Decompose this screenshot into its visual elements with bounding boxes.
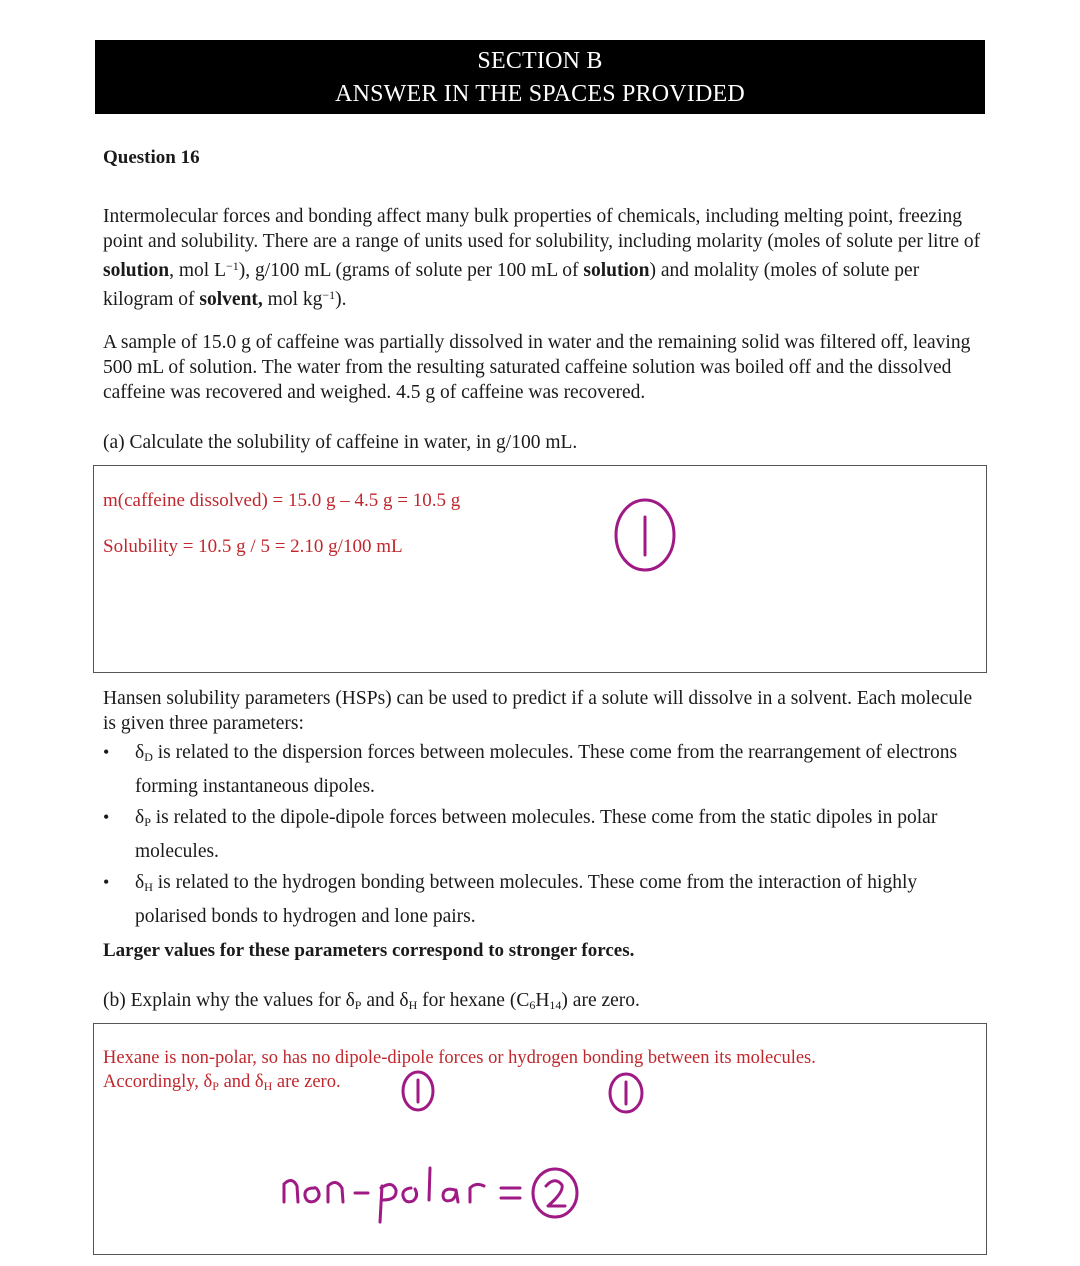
mark-circle-b1: [398, 1068, 438, 1114]
part-a-prompt: (a) Calculate the solubility of caffeine in water, in g/100 mL.: [103, 432, 578, 453]
list-item: • $\delta_H$ is related to the hydrogen bonding between molecules. These come from the interaction of highly polarised bonds to hydrogen and lone pairs.: [103, 868, 983, 931]
section-header: [95, 40, 985, 114]
answer-b-line1: Hexane is non-polar, so has no dipole-dipole forces or hydrogen bonding between its molecules.: [103, 1048, 816, 1068]
bullet-marker: •: [103, 807, 110, 827]
part-b-prompt: (b) Explain why the values for $\delta_P$ and $\delta_H$ for hexane $(C_6H_{14})$ are zero.: [103, 990, 640, 1012]
bullet-marker: •: [103, 872, 110, 892]
mark-circle-b2: [605, 1070, 647, 1116]
answer-a-line1: m(caffeine dissolved) = 15.0 g – 4.5 g = 10.5 g: [103, 490, 461, 511]
answer-box-a[interactable]: [93, 465, 987, 673]
answer-a-line2: Solubility = 10.5 g / 5 = 2.10 g/100 mL: [103, 536, 403, 557]
question-title: Question 16: [103, 147, 200, 168]
handwritten-annotation: [280, 1160, 610, 1230]
hansen-intro: Hansen solubility parameters (HSPs) can be used to predict if a solute will dissolve in a solvent. Each molecule is given three parameters:: [103, 688, 973, 734]
sample-paragraph: A sample of 15.0 g of caffeine was partially dissolved in water and the remaining solid was filtered off, leaving 500 mL of solution. The water from the resulting saturated caffeine solution was boiled off and the dissolved caffeine was recovered and weighed. 4.5 g of caffeine was recovered.: [103, 332, 971, 403]
list-item: • $\delta_P$ is related to the dipole-dipole forces between molecules. These come from the static dipoles in polar molecules.: [103, 803, 983, 866]
section-instruction: ANSWER IN THE SPACES PROVIDED: [335, 81, 745, 107]
hansen-list: [103, 738, 983, 933]
list-item: • $\delta_D$ is related to the dispersion forces between molecules. These come from the rearrangement of electrons forming instantaneous dipoles.: [103, 738, 983, 801]
intro-paragraph: Intermolecular forces and bonding affect many bulk properties of chemicals, including melting point, freezing point and solubility. There are a range of units used for solubility, including molarity (moles of solute per litre of solution, mol $L^{-1}$), g/100 mL (grams of solute per 100 mL of solution) and molality (moles of solute per kilogram of solvent, mol $kg^{-1}$).: [103, 206, 981, 310]
note-bold: Larger values for these parameters correspond to stronger forces.: [103, 940, 635, 961]
section-title: SECTION B: [477, 48, 603, 74]
bullet-marker: •: [103, 742, 110, 762]
answer-b-line2: Accordingly, $\delta_P$ and $\delta_H$ are zero.: [103, 1072, 341, 1093]
mark-circle-a: [612, 495, 680, 575]
